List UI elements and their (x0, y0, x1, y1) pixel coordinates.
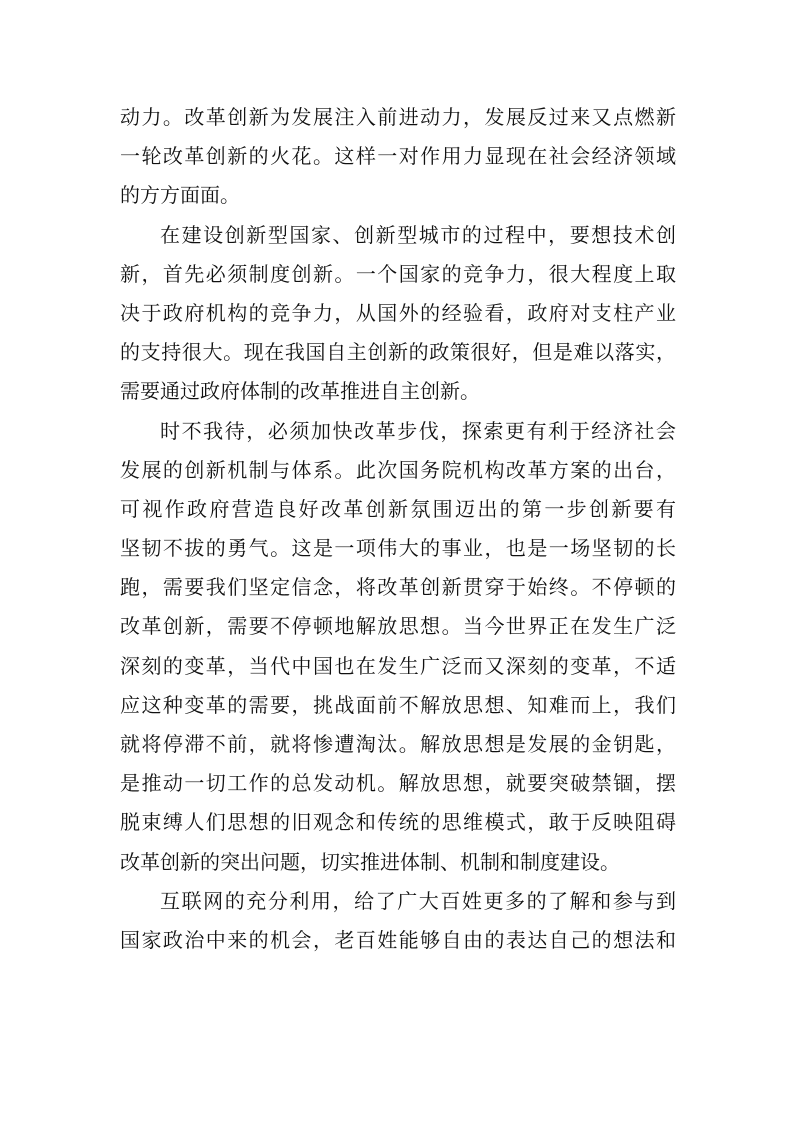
text-line: 动力。改革创新为发展注入前进动力，发展反过来又点燃新 (120, 105, 676, 129)
text-line: 决于政府机构的竞争力，从国外的经验看，政府对支柱产业 (120, 300, 676, 325)
text-line: 新，首先必须制度创新。一个国家的竞争力，很大程度上取 (120, 261, 676, 286)
text-line: 跑，需要我们坚定信念，将改革创新贯穿于始终。不停顿的 (120, 575, 676, 600)
text-line: 脱束缚人们思想的旧观念和传统的思维模式，敢于反映阻碍 (120, 810, 676, 835)
text-line: 在建设创新型国家、创新型城市的过程中，要想技术创 (160, 222, 676, 247)
text-line: 的支持很大。现在我国自主创新的政策很好，但是难以落实， (120, 340, 676, 365)
text-line: 改革创新，需要不停顿地解放思想。当今世界正在发生广泛 (120, 614, 676, 639)
paragraph (120, 412, 676, 882)
text-line: 应这种变革的需要，挑战面前不解放思想、知难而上，我们 (120, 692, 676, 717)
text-line: 一轮改革创新的火花。这样一对作用力显现在社会经济领域 (120, 144, 676, 169)
text-line: 需要通过政府体制的改革推进自主创新。 (120, 379, 480, 404)
document-body (120, 98, 676, 960)
text-line: 深刻的变革，当代中国也在发生广泛而又深刻的变革，不适 (120, 653, 676, 678)
text-line: 改革创新的突出问题，切实推进体制、机制和制度建设。 (120, 849, 620, 874)
text-line: 互联网的充分利用，给了广大百姓更多的了解和参与到 (160, 888, 676, 913)
text-line: 就将停滞不前，就将惨遭淘汰。解放思想是发展的金钥匙， (120, 732, 676, 756)
text-line: 是推动一切工作的总发动机。解放思想，就要突破禁锢，摆 (120, 771, 676, 796)
text-line: 的方方面面。 (120, 183, 240, 208)
text-line: 发展的创新机制与体系。此次国务院机构改革方案的出台， (120, 457, 676, 482)
paragraph (120, 98, 676, 216)
text-line: 可视作政府营造良好改革创新氛围迈出的第一步创新要有 (120, 496, 676, 521)
text-line: 坚韧不拔的勇气。这是一项伟大的事业，也是一场坚韧的长 (120, 536, 676, 561)
text-line: 国家政治中来的机会，老百姓能够自由的表达自己的想法和 (120, 927, 676, 952)
text-line: 时不我待，必须加快改革步伐，探索更有利于经济社会 (160, 418, 676, 443)
paragraph (120, 882, 676, 960)
paragraph (120, 216, 676, 412)
